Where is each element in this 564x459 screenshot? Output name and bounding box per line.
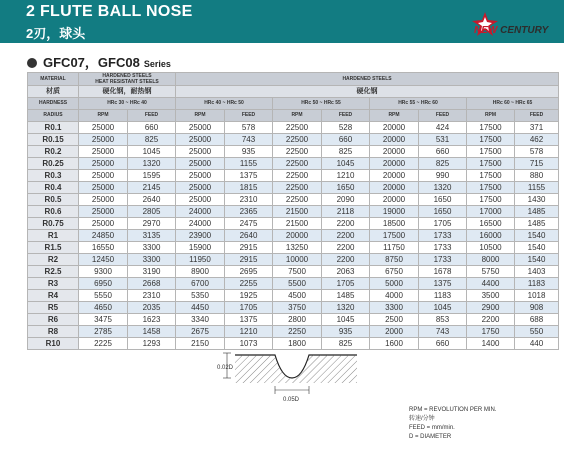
feed-cell: 2475 (225, 218, 273, 230)
feed-cell: 1045 (419, 302, 467, 314)
hardness-range: HRc 30 ~ HRc 40 (79, 98, 176, 110)
legend-notes (409, 406, 497, 442)
feed-cell: 1540 (515, 242, 559, 254)
feed-cell: 908 (515, 302, 559, 314)
rpm-cell: 22500 (273, 122, 322, 134)
feed-cell: 2200 (322, 230, 370, 242)
material-row (28, 73, 559, 86)
radius-cell: R0.6 (28, 206, 79, 218)
feed-cell: 1320 (322, 302, 370, 314)
rpm-cell: 22500 (273, 182, 322, 194)
feed-cell: 825 (128, 134, 176, 146)
column-header-row (28, 110, 559, 122)
feed-cell: 1320 (128, 158, 176, 170)
rpm-cell: 6700 (176, 278, 225, 290)
rpm-cell: 6950 (79, 278, 128, 290)
feed-cell: 1155 (515, 182, 559, 194)
rpm-cell: 2000 (370, 326, 419, 338)
rpm-cell: 25000 (176, 182, 225, 194)
feed-cell: 1458 (128, 326, 176, 338)
feed-cell: 1045 (322, 314, 370, 326)
feed-header: FEED (515, 110, 559, 122)
feed-cell: 2640 (225, 230, 273, 242)
rpm-cell: 20000 (370, 158, 419, 170)
table-row (28, 194, 559, 206)
feed-cell: 1073 (225, 338, 273, 350)
rpm-cell: 21500 (273, 218, 322, 230)
feed-cell: 1210 (225, 326, 273, 338)
table-row (28, 278, 559, 290)
rpm-cell: 11750 (370, 242, 419, 254)
rpm-cell: 5750 (467, 266, 515, 278)
rpm-cell: 8750 (370, 254, 419, 266)
feed-cell: 660 (419, 338, 467, 350)
rpm-cell: 1800 (273, 338, 322, 350)
radius-cell: R0.5 (28, 194, 79, 206)
rpm-cell: 25000 (79, 218, 128, 230)
rpm-cell: 25000 (79, 206, 128, 218)
rpm-cell: 5000 (370, 278, 419, 290)
note-rpm: RPM = REVOLUTION PER MIN. (409, 407, 497, 413)
radius-cell: R0.4 (28, 182, 79, 194)
feed-cell: 825 (419, 158, 467, 170)
feed-cell: 528 (322, 122, 370, 134)
feed-cell: 3135 (128, 230, 176, 242)
series-models: GFC07，GFC08 (43, 55, 140, 70)
feed-cell: 424 (419, 122, 467, 134)
rpm-cell: 24000 (176, 218, 225, 230)
rpm-cell: 2250 (273, 326, 322, 338)
rpm-cell: 2675 (176, 326, 225, 338)
rpm-cell: 20000 (370, 182, 419, 194)
rpm-cell: 25000 (176, 194, 225, 206)
feed-cell: 2310 (225, 194, 273, 206)
rpm-header: RPM (176, 110, 225, 122)
note-rpm-cn: 转速/分钟 (409, 416, 435, 422)
feed-cell: 1375 (225, 314, 273, 326)
note-diameter: D = DIAMETER (409, 434, 452, 440)
rpm-cell: 1600 (370, 338, 419, 350)
rpm-cell: 25000 (176, 146, 225, 158)
feed-cell: 660 (322, 134, 370, 146)
rpm-cell: 2225 (79, 338, 128, 350)
table-row (28, 218, 559, 230)
feed-cell: 1045 (128, 146, 176, 158)
rpm-cell: 4400 (467, 278, 515, 290)
feed-cell: 935 (225, 146, 273, 158)
logo-text (474, 25, 548, 36)
rpm-cell: 17500 (467, 182, 515, 194)
page-subtitle: 2刃，球头 (26, 26, 86, 41)
table-row (28, 302, 559, 314)
feed-cell: 1733 (419, 254, 467, 266)
table-row (28, 134, 559, 146)
rpm-cell: 2800 (273, 314, 322, 326)
rpm-cell: 25000 (176, 170, 225, 182)
cutting-data-table (27, 72, 559, 350)
rpm-cell: 15900 (176, 242, 225, 254)
rpm-cell: 10500 (467, 242, 515, 254)
note-feed: FEED = mm/min. (409, 425, 455, 431)
rpm-cell: 5550 (79, 290, 128, 302)
rpm-cell: 8900 (176, 266, 225, 278)
radius-cell: R4 (28, 290, 79, 302)
rpm-cell: 25000 (79, 182, 128, 194)
feed-cell: 1650 (419, 206, 467, 218)
rpm-cell: 3500 (467, 290, 515, 302)
feed-cell: 1540 (515, 254, 559, 266)
rpm-cell: 16500 (467, 218, 515, 230)
rpm-cell: 2500 (370, 314, 419, 326)
rpm-cell: 4000 (370, 290, 419, 302)
rpm-cell: 9300 (79, 266, 128, 278)
feed-cell: 1045 (322, 158, 370, 170)
rpm-cell: 3340 (176, 314, 225, 326)
radius-cell: R0.2 (28, 146, 79, 158)
table-row (28, 314, 559, 326)
rpm-cell: 20000 (370, 146, 419, 158)
rpm-cell: 17500 (467, 122, 515, 134)
hardness-range: HRc 60 ~ HRc 65 (467, 98, 559, 110)
feed-cell: 2200 (322, 242, 370, 254)
rpm-cell: 7500 (273, 266, 322, 278)
radius-cell: R0.1 (28, 122, 79, 134)
hardness-row (28, 98, 559, 110)
feed-cell: 2200 (322, 218, 370, 230)
rpm-header: RPM (273, 110, 322, 122)
feed-cell: 935 (322, 326, 370, 338)
rpm-cell: 6750 (370, 266, 419, 278)
rpm-cell: 4500 (273, 290, 322, 302)
series-heading (27, 52, 171, 71)
material-label: MATERIAL (28, 73, 79, 86)
rpm-cell: 2900 (467, 302, 515, 314)
feed-cell: 715 (515, 158, 559, 170)
page-title: 2 FLUTE BALL NOSE (26, 3, 193, 20)
bullet-icon (27, 58, 37, 68)
rpm-cell: 20000 (273, 230, 322, 242)
feed-cell: 1925 (225, 290, 273, 302)
rpm-cell: 25000 (176, 122, 225, 134)
rpm-cell: 1750 (467, 326, 515, 338)
rpm-cell: 10000 (273, 254, 322, 266)
rpm-cell: 2150 (176, 338, 225, 350)
radius-cell: R0.15 (28, 134, 79, 146)
rpm-cell: 16550 (79, 242, 128, 254)
hardness-range: HRc 50 ~ HRc 55 (273, 98, 370, 110)
feed-cell: 1623 (128, 314, 176, 326)
rpm-cell: 8000 (467, 254, 515, 266)
rpm-cell: 25000 (176, 134, 225, 146)
table-row (28, 290, 559, 302)
feed-cell: 1650 (322, 182, 370, 194)
feed-cell: 462 (515, 134, 559, 146)
rpm-cell: 11950 (176, 254, 225, 266)
rpm-cell: 22500 (273, 194, 322, 206)
feed-cell: 2145 (128, 182, 176, 194)
feed-cell: 1430 (515, 194, 559, 206)
rpm-header: RPM (370, 110, 419, 122)
radius-cell: R0.3 (28, 170, 79, 182)
feed-cell: 1183 (515, 278, 559, 290)
rpm-cell: 2785 (79, 326, 128, 338)
rpm-cell: 17500 (467, 158, 515, 170)
feed-cell: 2365 (225, 206, 273, 218)
rpm-cell: 13250 (273, 242, 322, 254)
logo-century: CENTURY (500, 25, 549, 36)
rpm-cell: 5350 (176, 290, 225, 302)
rpm-cell: 3300 (370, 302, 419, 314)
feed-cell: 1485 (515, 218, 559, 230)
rpm-cell: 17500 (467, 194, 515, 206)
radius-cell: R6 (28, 314, 79, 326)
rpm-cell: 17500 (370, 230, 419, 242)
feed-cell: 1485 (515, 206, 559, 218)
rpm-cell: 16000 (467, 230, 515, 242)
rpm-cell: 18500 (370, 218, 419, 230)
feed-cell: 1210 (322, 170, 370, 182)
feed-cell: 660 (128, 122, 176, 134)
radius-cell: R2.5 (28, 266, 79, 278)
feed-cell: 853 (419, 314, 467, 326)
feed-cell: 660 (419, 146, 467, 158)
feed-cell: 578 (515, 146, 559, 158)
feed-cell: 1155 (225, 158, 273, 170)
rpm-cell: 1400 (467, 338, 515, 350)
radius-cell: R8 (28, 326, 79, 338)
group1-cn: 硬化钢，耐热钢 (79, 86, 176, 98)
radius-cell: R3 (28, 278, 79, 290)
feed-cell: 1293 (128, 338, 176, 350)
rpm-cell: 24850 (79, 230, 128, 242)
feed-cell: 1485 (322, 290, 370, 302)
feed-cell: 550 (515, 326, 559, 338)
feed-cell: 743 (225, 134, 273, 146)
rpm-cell: 20000 (370, 170, 419, 182)
feed-cell: 2118 (322, 206, 370, 218)
feed-cell: 2668 (128, 278, 176, 290)
feed-cell: 2255 (225, 278, 273, 290)
feed-header: FEED (128, 110, 176, 122)
feed-cell: 990 (419, 170, 467, 182)
series-label: Series (143, 59, 171, 69)
rpm-cell: 22500 (273, 134, 322, 146)
group2-cn: 硬化钢 (176, 86, 559, 98)
rpm-cell: 17500 (467, 170, 515, 182)
rpm-cell: 25000 (79, 194, 128, 206)
table-row (28, 158, 559, 170)
rpm-cell: 25000 (79, 122, 128, 134)
feed-cell: 1375 (225, 170, 273, 182)
rpm-cell: 3475 (79, 314, 128, 326)
rpm-cell: 25000 (176, 158, 225, 170)
feed-cell: 1595 (128, 170, 176, 182)
material-cn-label: 材质 (28, 86, 79, 98)
feed-cell: 2915 (225, 254, 273, 266)
feed-cell: 2805 (128, 206, 176, 218)
rpm-cell: 25000 (79, 146, 128, 158)
feed-cell: 688 (515, 314, 559, 326)
feed-header: FEED (419, 110, 467, 122)
feed-cell: 3300 (128, 254, 176, 266)
feed-cell: 2063 (322, 266, 370, 278)
feed-header: FEED (225, 110, 273, 122)
feed-cell: 1540 (515, 230, 559, 242)
feed-cell: 1375 (419, 278, 467, 290)
feed-cell: 1403 (515, 266, 559, 278)
rpm-cell: 17500 (467, 134, 515, 146)
rpm-cell: 17000 (467, 206, 515, 218)
rpm-cell: 24000 (176, 206, 225, 218)
feed-cell: 1320 (419, 182, 467, 194)
group2-title: HARDENED STEELS (176, 73, 559, 86)
feed-cell: 880 (515, 170, 559, 182)
rpm-cell: 3750 (273, 302, 322, 314)
feed-cell: 3190 (128, 266, 176, 278)
feed-cell: 825 (322, 146, 370, 158)
radius-cell: R0.25 (28, 158, 79, 170)
table-row (28, 122, 559, 134)
rpm-cell: 4650 (79, 302, 128, 314)
rpm-cell: 19000 (370, 206, 419, 218)
feed-cell: 1705 (322, 278, 370, 290)
feed-cell: 2310 (128, 290, 176, 302)
feed-cell: 743 (419, 326, 467, 338)
feed-cell: 440 (515, 338, 559, 350)
feed-cell: 1705 (225, 302, 273, 314)
table-row (28, 266, 559, 278)
rpm-cell: 12450 (79, 254, 128, 266)
rpm-cell: 20000 (370, 194, 419, 206)
hardness-range: HRc 40 ~ HRc 50 (176, 98, 273, 110)
radius-cell: R1 (28, 230, 79, 242)
feed-cell: 1815 (225, 182, 273, 194)
rpm-cell: 22500 (273, 170, 322, 182)
table-row (28, 242, 559, 254)
feed-cell: 2200 (322, 254, 370, 266)
depth-label: 0.02D (217, 365, 234, 371)
feed-cell: 2640 (128, 194, 176, 206)
material-cn-row (28, 86, 559, 98)
radius-cell: R5 (28, 302, 79, 314)
feed-header: FEED (322, 110, 370, 122)
rpm-cell: 23900 (176, 230, 225, 242)
table-row (28, 146, 559, 158)
feed-cell: 1678 (419, 266, 467, 278)
rpm-header: RPM (79, 110, 128, 122)
feed-cell: 1650 (419, 194, 467, 206)
table-row (28, 206, 559, 218)
hardness-label: HARDNESS (28, 98, 79, 110)
rpm-cell: 22500 (273, 146, 322, 158)
rpm-cell: 25000 (79, 134, 128, 146)
feed-cell: 1183 (419, 290, 467, 302)
feed-cell: 2035 (128, 302, 176, 314)
feed-cell: 531 (419, 134, 467, 146)
feed-cell: 2915 (225, 242, 273, 254)
title-banner (0, 0, 564, 43)
width-label: 0.05D (283, 397, 300, 403)
rpm-cell: 25000 (79, 158, 128, 170)
rpm-cell: 2200 (467, 314, 515, 326)
rpm-header: RPM (467, 110, 515, 122)
hardness-range: HRc 55 ~ HRc 60 (370, 98, 467, 110)
feed-cell: 825 (322, 338, 370, 350)
radius-cell: R0.75 (28, 218, 79, 230)
rpm-cell: 22500 (273, 158, 322, 170)
feed-cell: 3300 (128, 242, 176, 254)
logo-new: NEW (474, 25, 498, 36)
feed-cell: 2090 (322, 194, 370, 206)
feed-cell: 1705 (419, 218, 467, 230)
radius-cell: R10 (28, 338, 79, 350)
table-row (28, 254, 559, 266)
brand-logo (470, 18, 560, 40)
table-row (28, 230, 559, 242)
rpm-cell: 5500 (273, 278, 322, 290)
table-row (28, 182, 559, 194)
radius-cell: R2 (28, 254, 79, 266)
feed-cell: 1733 (419, 230, 467, 242)
feed-cell: 371 (515, 122, 559, 134)
table-row (28, 170, 559, 182)
rpm-cell: 20000 (370, 122, 419, 134)
group1-title: HARDENED STEELS HEAT RESISTANT STEELS (79, 73, 176, 86)
rpm-cell: 25000 (79, 170, 128, 182)
rpm-cell: 4450 (176, 302, 225, 314)
radius-header: RADIUS (28, 110, 79, 122)
feed-cell: 1733 (419, 242, 467, 254)
feed-cell: 2695 (225, 266, 273, 278)
feed-cell: 1018 (515, 290, 559, 302)
rpm-cell: 17500 (467, 146, 515, 158)
rpm-cell: 20000 (370, 134, 419, 146)
radius-cell: R1.5 (28, 242, 79, 254)
feed-cell: 578 (225, 122, 273, 134)
cut-profile-diagram (217, 345, 367, 415)
feed-cell: 2970 (128, 218, 176, 230)
table-row (28, 326, 559, 338)
rpm-cell: 21500 (273, 206, 322, 218)
